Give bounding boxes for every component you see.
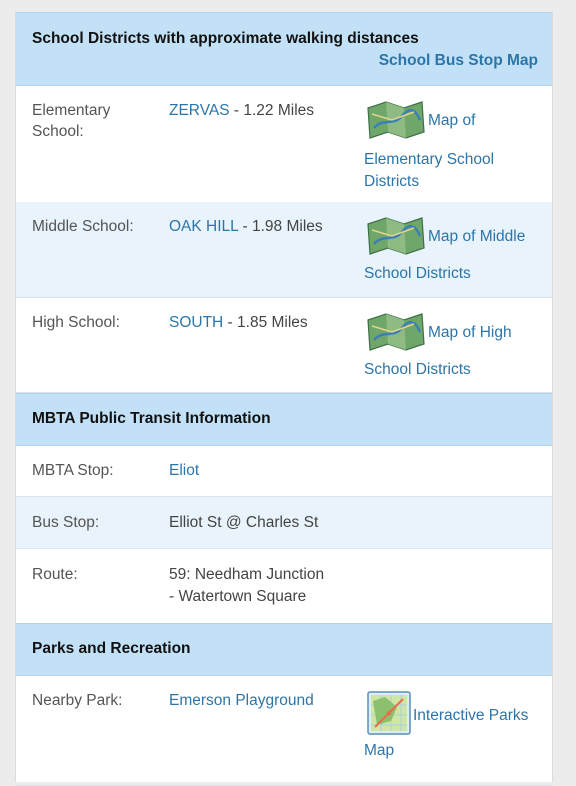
transit-title: MBTA Public Transit Information [32, 410, 271, 427]
high-map-rest: School Districts [364, 361, 471, 378]
parks-map-rest: Map [364, 742, 395, 759]
high-map-prefix: Map of High [428, 324, 512, 341]
middle-map-rest: School Districts [364, 265, 471, 282]
nearby-park-row [16, 675, 552, 786]
high-school-row [16, 298, 552, 393]
middle-map-prefix: Map of Middle [428, 228, 526, 245]
elementary-distance: - 1.22 Miles [229, 102, 315, 119]
middle-school-value [169, 216, 323, 238]
nearby-park-link[interactable]: Emerson Playground [169, 692, 314, 709]
elementary-map-prefix: Map of [428, 112, 476, 129]
nearby-park-label: Nearby Park: [32, 692, 123, 709]
route-label: Route: [32, 566, 78, 583]
high-school-label: High School: [32, 314, 120, 331]
school-districts-header [16, 12, 552, 86]
middle-distance: - 1.98 Miles [238, 218, 323, 235]
nearby-park-value [169, 690, 314, 712]
bus-stop-label: Bus Stop: [32, 514, 100, 531]
district-map-icon[interactable] [364, 312, 426, 359]
content-panel [15, 12, 553, 782]
elementary-school-link[interactable]: ZERVAS [169, 102, 230, 119]
route-row [16, 549, 552, 624]
parks-header [16, 623, 552, 676]
mbta-stop-label: MBTA Stop: [32, 462, 114, 479]
mbta-stop-link[interactable]: Eliot [169, 462, 200, 479]
elementary-school-label: Elementary School: [32, 102, 111, 140]
parks-map-link[interactable] [364, 691, 544, 762]
parks-map-icon[interactable] [367, 691, 411, 742]
transit-header [16, 393, 552, 446]
high-school-link[interactable]: SOUTH [169, 314, 224, 331]
bus-stop-value: Elliot St @ Charles St [169, 514, 319, 531]
parks-title: Parks and Recreation [32, 640, 191, 657]
mbta-stop-row [16, 445, 552, 497]
middle-map-link[interactable] [364, 216, 544, 285]
route-line-1: 59: Needham Junction [169, 566, 325, 583]
high-map-link[interactable] [364, 312, 544, 381]
high-distance: - 1.85 Miles [223, 314, 308, 331]
route-line-2: - Watertown Square [169, 588, 307, 605]
bus-stop-row [16, 497, 552, 549]
mbta-stop-value [169, 460, 199, 482]
high-school-value [169, 312, 308, 334]
elementary-school-value [169, 100, 314, 122]
middle-school-row [16, 202, 552, 298]
elementary-map-rest: Elementary School Districts [364, 151, 495, 190]
parks-map-prefix: Interactive Parks [413, 707, 529, 724]
school-districts-title: School Districts with approximate walking distances [32, 30, 419, 47]
district-map-icon[interactable] [364, 100, 426, 147]
elementary-map-link[interactable] [364, 100, 544, 193]
elementary-school-row [16, 86, 552, 203]
district-map-icon[interactable] [364, 216, 426, 263]
school-bus-stop-map-link[interactable]: School Bus Stop Map [378, 52, 538, 69]
middle-school-link[interactable]: OAK HILL [169, 218, 239, 235]
middle-school-label: Middle School: [32, 218, 134, 235]
